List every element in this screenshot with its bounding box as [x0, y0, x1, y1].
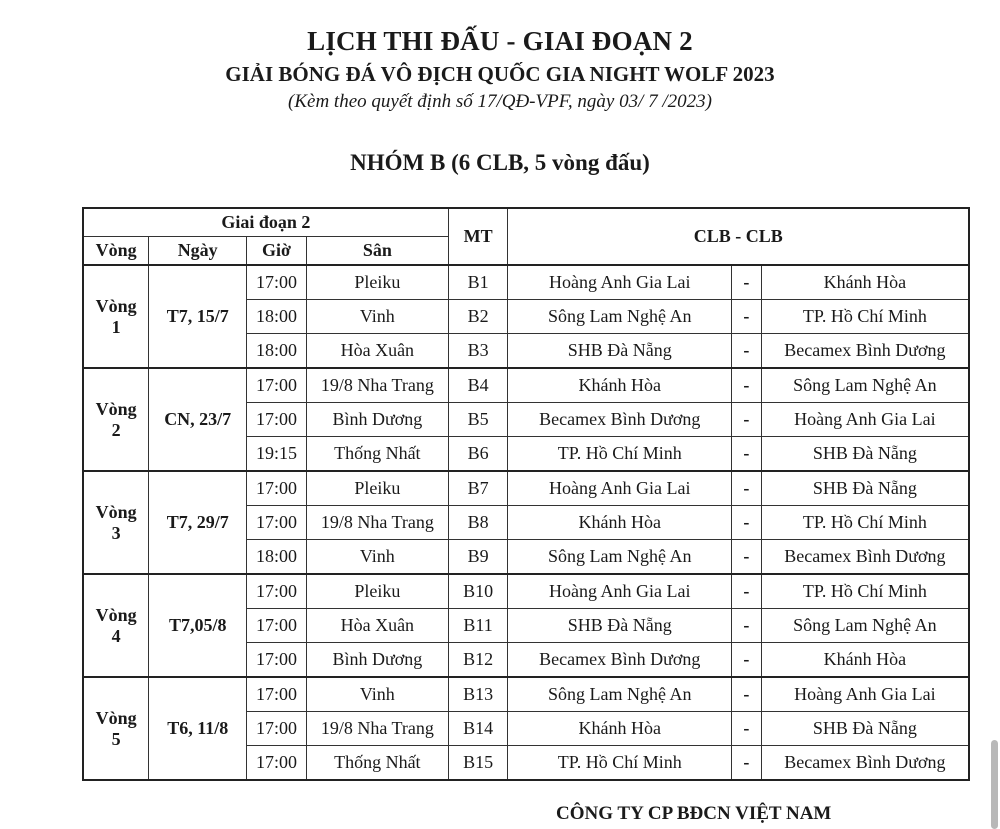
match-venue: Vinh	[306, 540, 448, 575]
header-date: Ngày	[149, 237, 247, 266]
away-club: Becamex Bình Dương	[761, 540, 969, 575]
home-club: SHB Đà Nẵng	[508, 609, 732, 643]
away-club: Sông Lam Nghệ An	[761, 368, 969, 403]
round-date: T7,05/8	[149, 574, 247, 677]
schedule-body	[83, 265, 969, 780]
match-time: 18:00	[247, 334, 307, 369]
decision-note: (Kèm theo quyết định số 17/QĐ-VPF, ngày 03/ 7 /2023)	[288, 91, 712, 112]
away-club: Hoàng Anh Gia Lai	[761, 403, 969, 437]
away-club: Sông Lam Nghệ An	[761, 609, 969, 643]
match-venue: 19/8 Nha Trang	[306, 368, 448, 403]
home-club: Khánh Hòa	[508, 712, 732, 746]
match-time: 18:00	[247, 300, 307, 334]
table-row	[83, 265, 969, 300]
table-row	[83, 368, 969, 403]
match-venue: 19/8 Nha Trang	[306, 712, 448, 746]
match-time: 17:00	[247, 574, 307, 609]
match-code: B1	[448, 265, 508, 300]
match-code: B15	[448, 746, 508, 781]
header-venue: Sân	[306, 237, 448, 266]
round-label: Vòng 1	[83, 265, 149, 368]
match-time: 17:00	[247, 403, 307, 437]
home-club: TP. Hồ Chí Minh	[508, 746, 732, 781]
home-club: Becamex Bình Dương	[508, 643, 732, 678]
match-code: B10	[448, 574, 508, 609]
schedule-table	[82, 207, 970, 781]
match-time: 17:00	[247, 712, 307, 746]
scrollbar-thumb[interactable]	[991, 740, 998, 829]
match-time: 17:00	[247, 471, 307, 506]
table-row	[83, 471, 969, 506]
match-code: B5	[448, 403, 508, 437]
home-club: Hoàng Anh Gia Lai	[508, 471, 732, 506]
versus-separator: -	[732, 437, 762, 472]
versus-separator: -	[732, 368, 762, 403]
match-code: B14	[448, 712, 508, 746]
versus-separator: -	[732, 746, 762, 781]
match-time: 19:15	[247, 437, 307, 472]
round-date: T7, 29/7	[149, 471, 247, 574]
home-club: SHB Đà Nẵng	[508, 334, 732, 369]
home-club: Sông Lam Nghệ An	[508, 540, 732, 575]
match-time: 17:00	[247, 265, 307, 300]
away-club: TP. Hồ Chí Minh	[761, 574, 969, 609]
versus-separator: -	[732, 506, 762, 540]
round-date: CN, 23/7	[149, 368, 247, 471]
versus-separator: -	[732, 574, 762, 609]
home-club: Becamex Bình Dương	[508, 403, 732, 437]
match-venue: Pleiku	[306, 574, 448, 609]
match-code: B13	[448, 677, 508, 712]
versus-separator: -	[732, 643, 762, 678]
match-venue: Thống Nhất	[306, 437, 448, 472]
header-phase: Giai đoạn 2	[83, 208, 448, 237]
versus-separator: -	[732, 540, 762, 575]
match-venue: Pleiku	[306, 265, 448, 300]
match-venue: Bình Dương	[306, 643, 448, 678]
match-time: 17:00	[247, 746, 307, 781]
home-club: Hoàng Anh Gia Lai	[508, 574, 732, 609]
match-venue: Thống Nhất	[306, 746, 448, 781]
match-code: B3	[448, 334, 508, 369]
match-venue: Hòa Xuân	[306, 334, 448, 369]
home-club: Sông Lam Nghệ An	[508, 677, 732, 712]
match-code: B8	[448, 506, 508, 540]
match-code: B9	[448, 540, 508, 575]
header-round: Vòng	[83, 237, 149, 266]
away-club: TP. Hồ Chí Minh	[761, 506, 969, 540]
match-code: B4	[448, 368, 508, 403]
match-code: B7	[448, 471, 508, 506]
match-time: 17:00	[247, 368, 307, 403]
match-code: B12	[448, 643, 508, 678]
away-club: Becamex Bình Dương	[761, 334, 969, 369]
document-title: LỊCH THI ĐẤU - GIAI ĐOẠN 2	[307, 26, 693, 56]
match-venue: Bình Dương	[306, 403, 448, 437]
header-match-code: MT	[448, 208, 508, 265]
match-time: 18:00	[247, 540, 307, 575]
round-date: T6, 11/8	[149, 677, 247, 780]
round-label: Vòng 5	[83, 677, 149, 780]
away-club: SHB Đà Nẵng	[761, 712, 969, 746]
match-time: 17:00	[247, 677, 307, 712]
match-code: B6	[448, 437, 508, 472]
away-club: SHB Đà Nẵng	[761, 437, 969, 472]
header-time: Giờ	[247, 237, 307, 266]
home-club: Khánh Hòa	[508, 506, 732, 540]
versus-separator: -	[732, 609, 762, 643]
match-venue: 19/8 Nha Trang	[306, 506, 448, 540]
versus-separator: -	[732, 403, 762, 437]
round-date: T7, 15/7	[149, 265, 247, 368]
versus-separator: -	[732, 712, 762, 746]
versus-separator: -	[732, 677, 762, 712]
versus-separator: -	[732, 265, 762, 300]
away-club: Hoàng Anh Gia Lai	[761, 677, 969, 712]
match-venue: Vinh	[306, 677, 448, 712]
match-time: 17:00	[247, 609, 307, 643]
round-label: Vòng 4	[83, 574, 149, 677]
match-venue: Hòa Xuân	[306, 609, 448, 643]
header-clubs: CLB - CLB	[508, 208, 969, 265]
round-label: Vòng 2	[83, 368, 149, 471]
match-venue: Pleiku	[306, 471, 448, 506]
match-venue: Vinh	[306, 300, 448, 334]
home-club: Khánh Hòa	[508, 368, 732, 403]
organization-signature: CÔNG TY CP BĐCN VIỆT NAM	[556, 803, 832, 824]
round-label: Vòng 3	[83, 471, 149, 574]
away-club: TP. Hồ Chí Minh	[761, 300, 969, 334]
versus-separator: -	[732, 334, 762, 369]
home-club: Hoàng Anh Gia Lai	[508, 265, 732, 300]
match-code: B11	[448, 609, 508, 643]
match-time: 17:00	[247, 506, 307, 540]
group-title: NHÓM B (6 CLB, 5 vòng đấu)	[350, 150, 650, 175]
away-club: Khánh Hòa	[761, 643, 969, 678]
table-row	[83, 574, 969, 609]
away-club: SHB Đà Nẵng	[761, 471, 969, 506]
away-club: Khánh Hòa	[761, 265, 969, 300]
away-club: Becamex Bình Dương	[761, 746, 969, 781]
match-code: B2	[448, 300, 508, 334]
home-club: TP. Hồ Chí Minh	[508, 437, 732, 472]
home-club: Sông Lam Nghệ An	[508, 300, 732, 334]
table-row	[83, 677, 969, 712]
versus-separator: -	[732, 300, 762, 334]
versus-separator: -	[732, 471, 762, 506]
match-time: 17:00	[247, 643, 307, 678]
tournament-name: GIẢI BÓNG ĐÁ VÔ ĐỊCH QUỐC GIA NIGHT WOLF 2023	[225, 62, 775, 86]
